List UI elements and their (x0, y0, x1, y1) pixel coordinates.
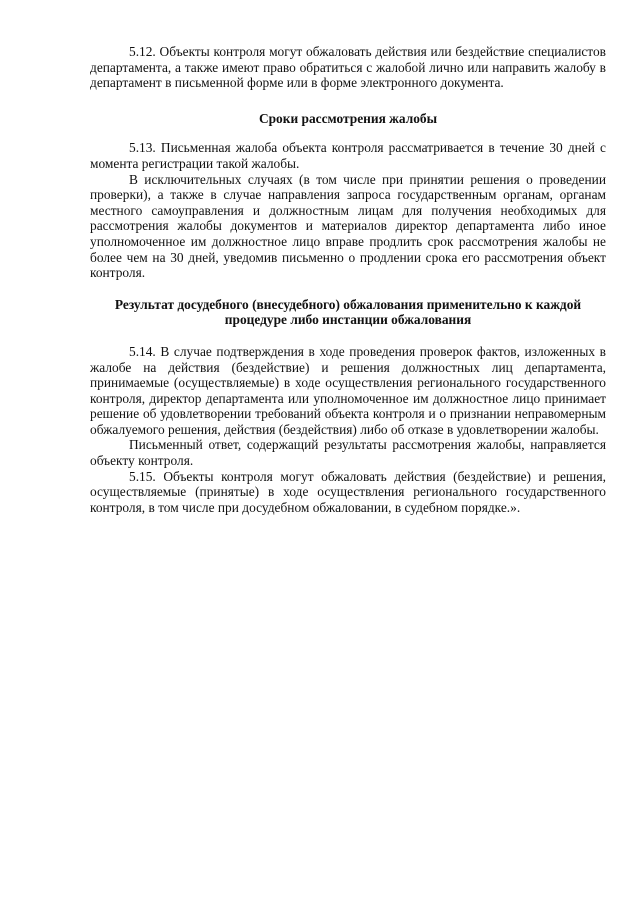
paragraph-5-14-answer: Письменный ответ, содержащий результаты рассмотрения жалобы, направляется объекту контроля. (90, 437, 606, 469)
paragraph-5-15: 5.15. Объекты контроля могут обжаловать действия (бездействие) и решения, осуществляемые (принятые) в ходе осуществления регионального государственного контроля, в том числе при досудебном обжаловании, в судебном порядке.». (90, 468, 606, 515)
paragraph-5-13-exception: В исключительных случаях (в том числе при принятии решения о проведении проверки), а также в случае направления запроса государственным органам, органам местного самоуправления и должностным лицам для получения необходимых для рассмотрения жалобы документов и материалов директор департамента либо иное уполномоченное им должностное лицо вправе продлить срок рассмотрения жалобы не более чем на 30 дней, уведомив письменно о продлении срока его рассмотрения объект контроля. (90, 171, 606, 281)
paragraph-5-12: 5.12. Объекты контроля могут обжаловать действия или бездействие специалистов департамента, а также имеют право обратиться с жалобой лично или направить жалобу в департамент в письменной форме или в форме электронного документа. (90, 44, 606, 91)
paragraph-5-14: 5.14. В случае подтверждения в ходе проведения проверок фактов, изложенных в жалобе на действия (бездействие) и решения должностных лиц департамента, принимаемые (осуществляемые) в ходе осуществления регионального государственного контроля, директор департамента или уполномоченное им должностное лицо принимает решение об удовлетворении требований объекта контроля и о признании неправомерным обжалуемого решения, действия (бездействия) либо об отказе в удовлетворении жалобы. (90, 343, 606, 437)
section-heading-complaint-terms: Сроки рассмотрения жалобы (258, 110, 438, 126)
paragraph-5-13: 5.13. Письменная жалоба объекта контроля рассматривается в течение 30 дней с момента регистрации такой жалобы. (90, 140, 606, 171)
section-heading-appeal-result: Результат досудебного (внесудебного) обжалования применительно к каждой процедуре либо инстанции обжалования (114, 296, 582, 328)
document-page (90, 44, 606, 515)
